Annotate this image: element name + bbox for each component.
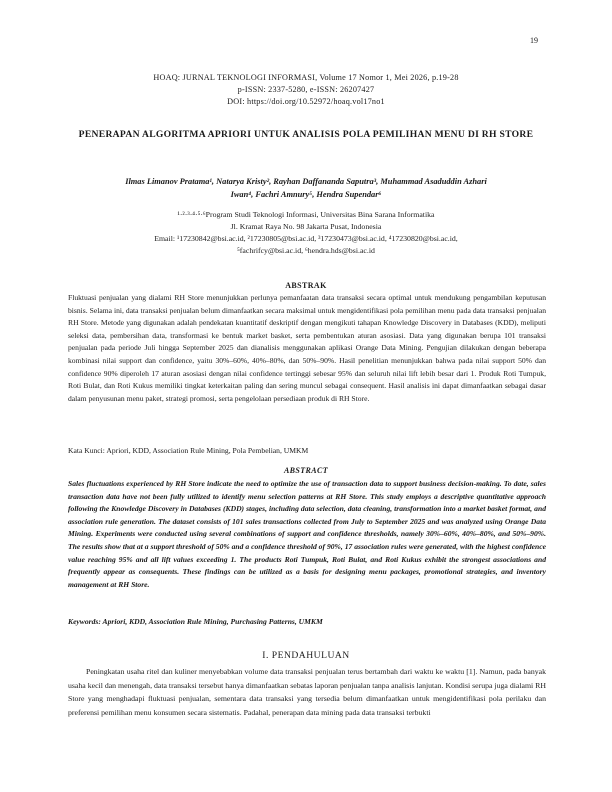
kata-kunci <box>68 446 546 455</box>
journal-issn-line: p-ISSN: 2337-5280, e-ISSN: 26207427 <box>237 85 375 94</box>
affiliation-line-4: ⁵fachrifcy@bsi.ac.id, ⁶hendra.hds@bsi.ac.id <box>237 246 375 255</box>
abstrak-heading: ABSTRAK <box>285 281 327 290</box>
section-heading-pendahuluan: I. PENDAHULUAN <box>262 650 350 661</box>
abstract-text: Sales fluctuations experienced by RH Store indicate the need to optimize the use of transaction data to support business decision-making. To date, sales transaction data have not been fully utilized to identify menu selection patterns at RH Store. This study employs a descriptive quantitative approach following the Knowledge Discovery in Databases (KDD) stages, including data selection, data cleaning, transformation into a market basket format, and association rule generation. The dataset consists of 101 sales transactions collected from July to September 2025 and was analyzed using Orange Data Mining. Experiments were conducted using several combinations of support and confidence thresholds, namely 30%–60%, 40%–80%, and 50%–90%. The results show that at a support threshold of 50% and a confidence threshold of 90%, 17 association rules were generated, with the highest confidence value reaching 95% and all lift values exceeding 1. The products Roti Tumpuk, Roti Bulat, and Roti Kukus exhibit the strongest associations and frequently appear as consequents. These findings can be utilized as a basis for designing menu packages, promotional strategies, and inventory management at RH Store. <box>68 479 546 589</box>
journal-title-line: HOAQ: JURNAL TEKNOLOGI INFORMASI, Volume 17 Nomor 1, Mei 2026, p.19-28 <box>153 73 459 82</box>
affiliation-line-3: Email: ¹17230842@bsi.ac.id, ²17230805@bsi.ac.id, ³17230473@bsi.ac.id, ⁴17230820@bsi.ac.id, <box>154 234 458 243</box>
pendahuluan-text: Peningkatan usaha ritel dan kuliner menyebabkan volume data transaksi penjualan terus bertambah dari waktu ke waktu [1]. Namun, pada banyak usaha kecil dan menengah, data transaksi tersebut hanya dimanfaatkan sebatas laporan penjualan tanpa analisis lanjutan. Kondisi serupa juga dialami RH Store yang menghadapi fluktuasi penjualan, sementara data transaksi yang tersedia belum dimanfaatkan untuk mengidentifikasi pola perilaku dan preferensi pemilihan menu konsumen secara sistematis. Padahal, penerapan data mining pada data transaksi terbukti <box>68 667 546 717</box>
journal-header <box>60 72 552 108</box>
affiliation-line-2: Jl. Kramat Raya No. 98 Jakarta Pusat, Indonesia <box>230 222 382 231</box>
keywords-value: Apriori, KDD, Association Rule Mining, Purchasing Patterns, UMKM <box>102 617 323 626</box>
kata-kunci-label: Kata Kunci: <box>68 446 105 455</box>
author-list <box>64 175 548 201</box>
authors-line-1: Ilmas Limanov Pratama¹, Natarya Kristy², Rayhan Daffananda Saputra³, Muhammad Asaduddin Azhari <box>125 177 487 186</box>
paper-title: PENERAPAN ALGORITMA APRIORI UNTUK ANALISIS POLA PEMILIHAN MENU DI RH STORE <box>78 129 534 140</box>
authors-line-2: Iwan⁴, Fachri Amnury⁵, Hendra Supendar⁶ <box>230 190 382 199</box>
abstrak-text: Fluktuasi penjualan yang dialami RH Store menunjukkan perlunya pemanfaatan data transaksi secara optimal untuk mendukung pengambilan keputusan bisnis. Selama ini, data transaksi penjualan belum dimanfaatkan secara maksimal untuk mengidentifikasi pola pemilihan menu pada data transaksi penjualan RH Store. Metode yang digunakan adalah pendekatan kuantitatif deskriptif dengan mengikuti tahapan Knowledge Discovery in Databases (KDD), meliputi seleksi data, pembersihan data, transformasi ke bentuk market basket, serta pembentukan aturan asosiasi. Data yang digunakan berupa 101 transaksi penjualan pada periode Juli hingga September 2025 dan dianalisis menggunakan aplikasi Orange Data Mining. Pengujian dilakukan dengan beberapa kombinasi nilai support dan confidence, yaitu 30%–60%, 40%–80%, dan 50%–90%. Hasil penelitian menunjukkan bahwa pada nilai support 50% dan confidence 90% diperoleh 17 aturan asosiasi dengan nilai confidence tertinggi sebesar 95% dan seluruh nilai lift lebih besar dari 1. Produk Roti Tumpuk, Roti Bulat, dan Roti Kukus memiliki tingkat keterkaitan paling dan sering muncul sebagai consequent. Hasil analisis ini dapat dimanfaatkan sebagai dasar dalam penyusunan menu paket, strategi promosi, serta pengelolaan persediaan produk di RH Store. <box>68 293 546 403</box>
affiliation-line-1: ¹·²·³·⁴·⁵·⁶Program Studi Teknologi Informasi, Universitas Bina Sarana Informatika <box>177 210 435 219</box>
kata-kunci-value: Apriori, KDD, Association Rule Mining, Pola Pembelian, UMKM <box>106 446 309 455</box>
journal-doi-line: DOI: https://doi.org/10.52972/hoaq.vol17no1 <box>227 97 385 106</box>
affiliation-block <box>60 209 552 257</box>
keywords-label: Keywords: <box>68 617 101 626</box>
abstract-heading: ABSTRACT <box>283 466 329 475</box>
keywords <box>68 617 546 626</box>
page-number: 19 <box>530 36 538 45</box>
